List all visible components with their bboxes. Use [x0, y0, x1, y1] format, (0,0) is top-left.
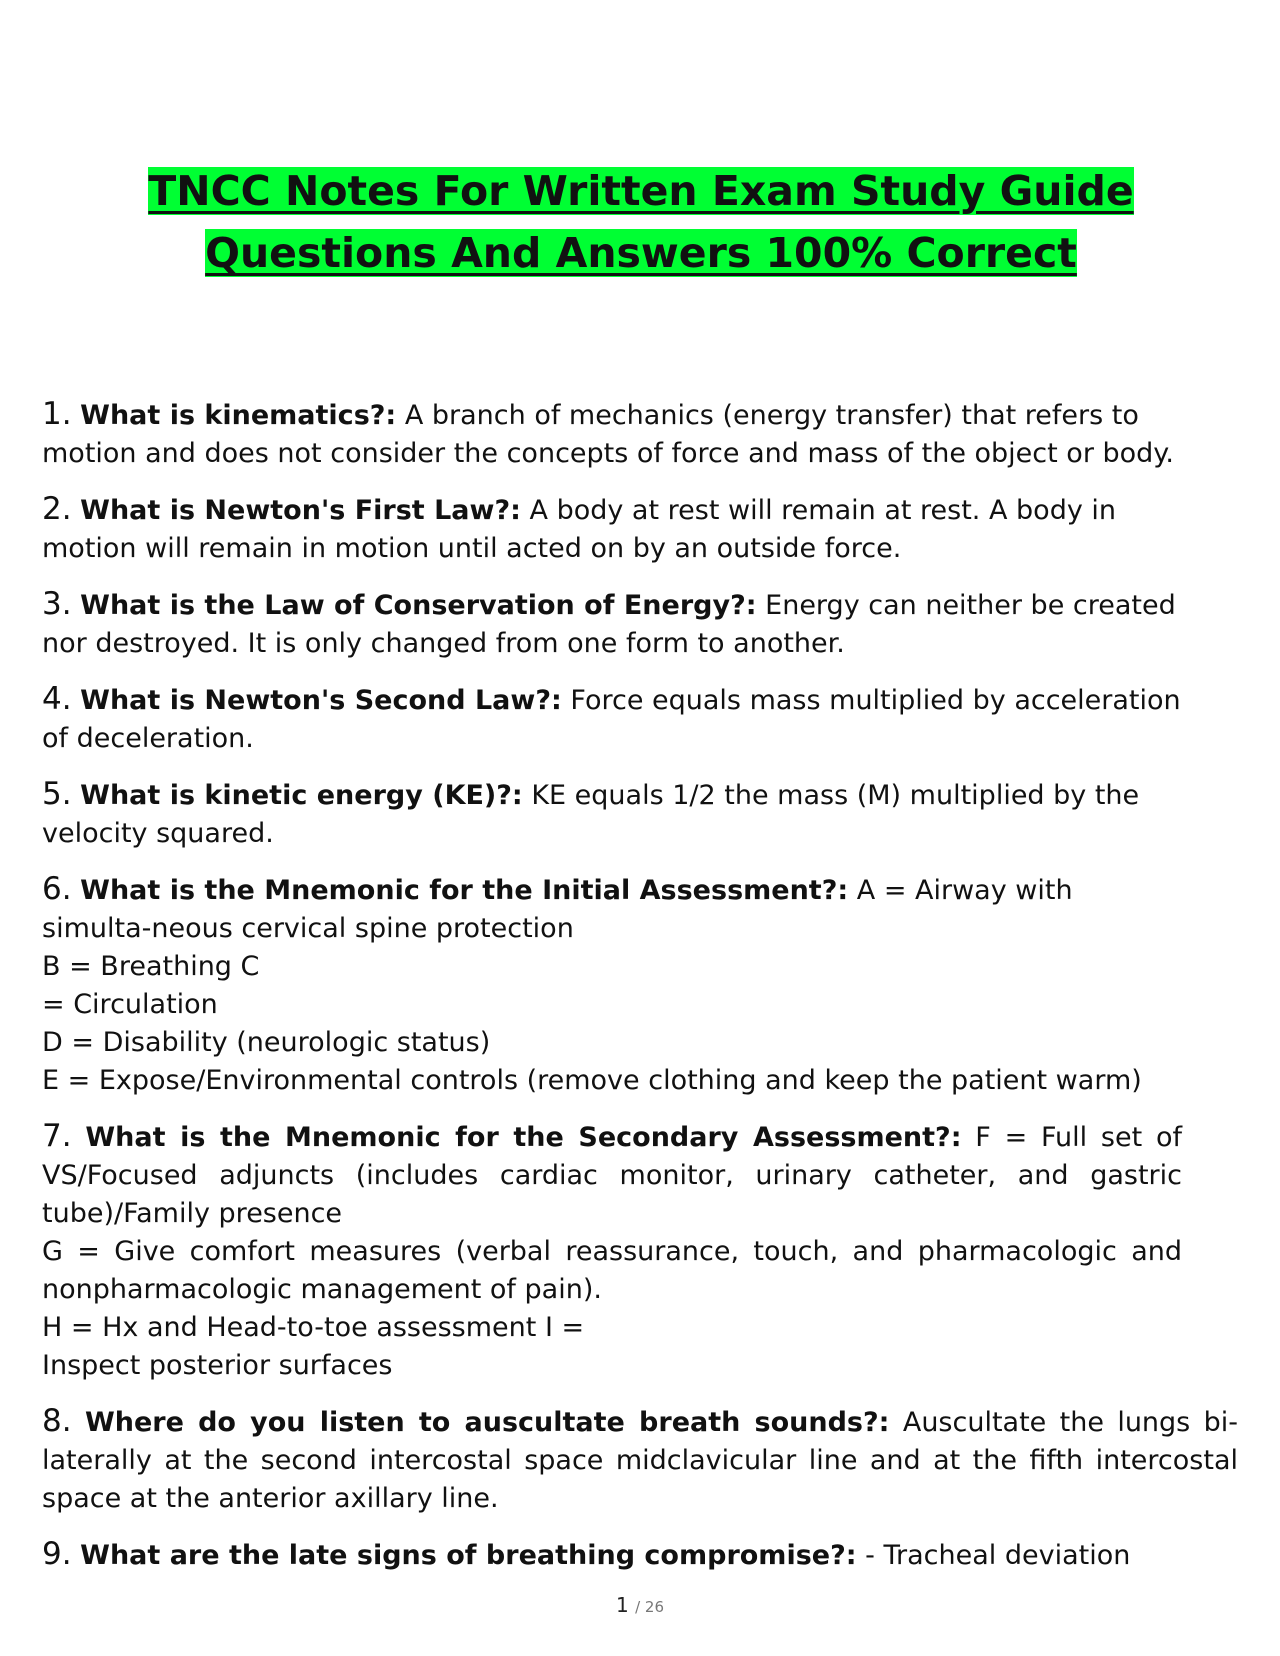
question-text: What is Newton's First Law?:	[80, 495, 521, 526]
page-indicator	[0, 1593, 1280, 1617]
answer-text: A body at rest will remain at rest. A body in motion will remain in motion until acted on by an outside force.	[42, 495, 1117, 564]
item-number: 2.	[42, 491, 72, 527]
qa-item	[42, 395, 1182, 473]
answer-line: E = Expose/Environmental controls (remove clothing and keep the patient warm)	[42, 1065, 1142, 1096]
question-text: What is the Law of Conservation of Energy?:	[80, 590, 757, 621]
qa-item	[42, 490, 1182, 568]
answer-line: B = Breathing C	[42, 951, 260, 982]
total-pages: / 26	[635, 1598, 664, 1616]
qa-item	[42, 775, 1182, 853]
qa-item	[42, 1402, 1238, 1518]
item-number: 5.	[42, 776, 72, 812]
qa-list	[42, 395, 1238, 1592]
title-highlight: TNCC Notes For Written Exam Study Guide Questions And Answers 100% Correct	[148, 167, 1134, 277]
answer-text: Energy can neither be created nor destroyed. It is only changed from one form to another.	[42, 590, 1176, 659]
answer-line: = Circulation	[42, 989, 218, 1020]
question-text: What is Newton's Second Law?:	[80, 685, 562, 716]
answer-text: A = Airway with simulta-neous cervical spine protection	[42, 875, 1073, 944]
item-number: 7.	[42, 1118, 72, 1154]
answer-text: KE equals 1/2 the mass (M) multiplied by the velocity squared.	[42, 780, 1140, 849]
answer-text: Force equals mass multiplied by acceleration of deceleration.	[42, 685, 1181, 754]
item-number: 6.	[42, 871, 72, 907]
answer-line: H = Hx and Head-to-toe assessment I =	[42, 1312, 585, 1343]
question-text: What is the Mnemonic for the Secondary Assessment?:	[85, 1122, 962, 1153]
document-title	[34, 160, 1248, 284]
qa-item	[42, 585, 1182, 663]
question-text: What is kinematics?:	[80, 400, 397, 431]
item-number: 1.	[42, 396, 72, 432]
question-text: What is kinetic energy (KE)?:	[80, 780, 523, 811]
answer-line: G = Give comfort measures (verbal reassurance, touch, and pharmacologic and nonpharmacologic management of pain).	[42, 1236, 1182, 1305]
answer-line: Inspect posterior surfaces	[42, 1350, 393, 1381]
item-number: 9.	[42, 1536, 72, 1572]
item-number: 3.	[42, 586, 72, 622]
current-page-number: 1	[615, 1593, 629, 1617]
question-text: What is the Mnemonic for the Initial Assessment?:	[80, 875, 849, 906]
item-number: 8.	[42, 1403, 72, 1439]
answer-text: Auscultate the lungs bi-laterally at the second intercostal space midclavicular line and at the fifth intercostal space at the anterior axillary line.	[42, 1407, 1239, 1514]
qa-item	[42, 1535, 1238, 1575]
question-text: What are the late signs of breathing compromise?:	[80, 1540, 857, 1571]
item-number: 4.	[42, 681, 72, 717]
answer-text: A branch of mechanics (energy transfer) that refers to motion and does not consider the concepts of force and mass of the object or body.	[42, 400, 1175, 469]
question-text: Where do you listen to auscultate breath sounds?:	[84, 1407, 890, 1438]
qa-item	[42, 870, 1182, 1100]
answer-text: F = Full set of VS/Focused adjuncts (includes cardiac monitor, urinary catheter, and gastric tube)/Family presence	[42, 1122, 1182, 1229]
answer-line: D = Disability (neurologic status)	[42, 1027, 491, 1058]
answer-text: - Tracheal deviation	[865, 1540, 1131, 1571]
qa-item	[42, 680, 1182, 758]
qa-item	[42, 1117, 1182, 1385]
